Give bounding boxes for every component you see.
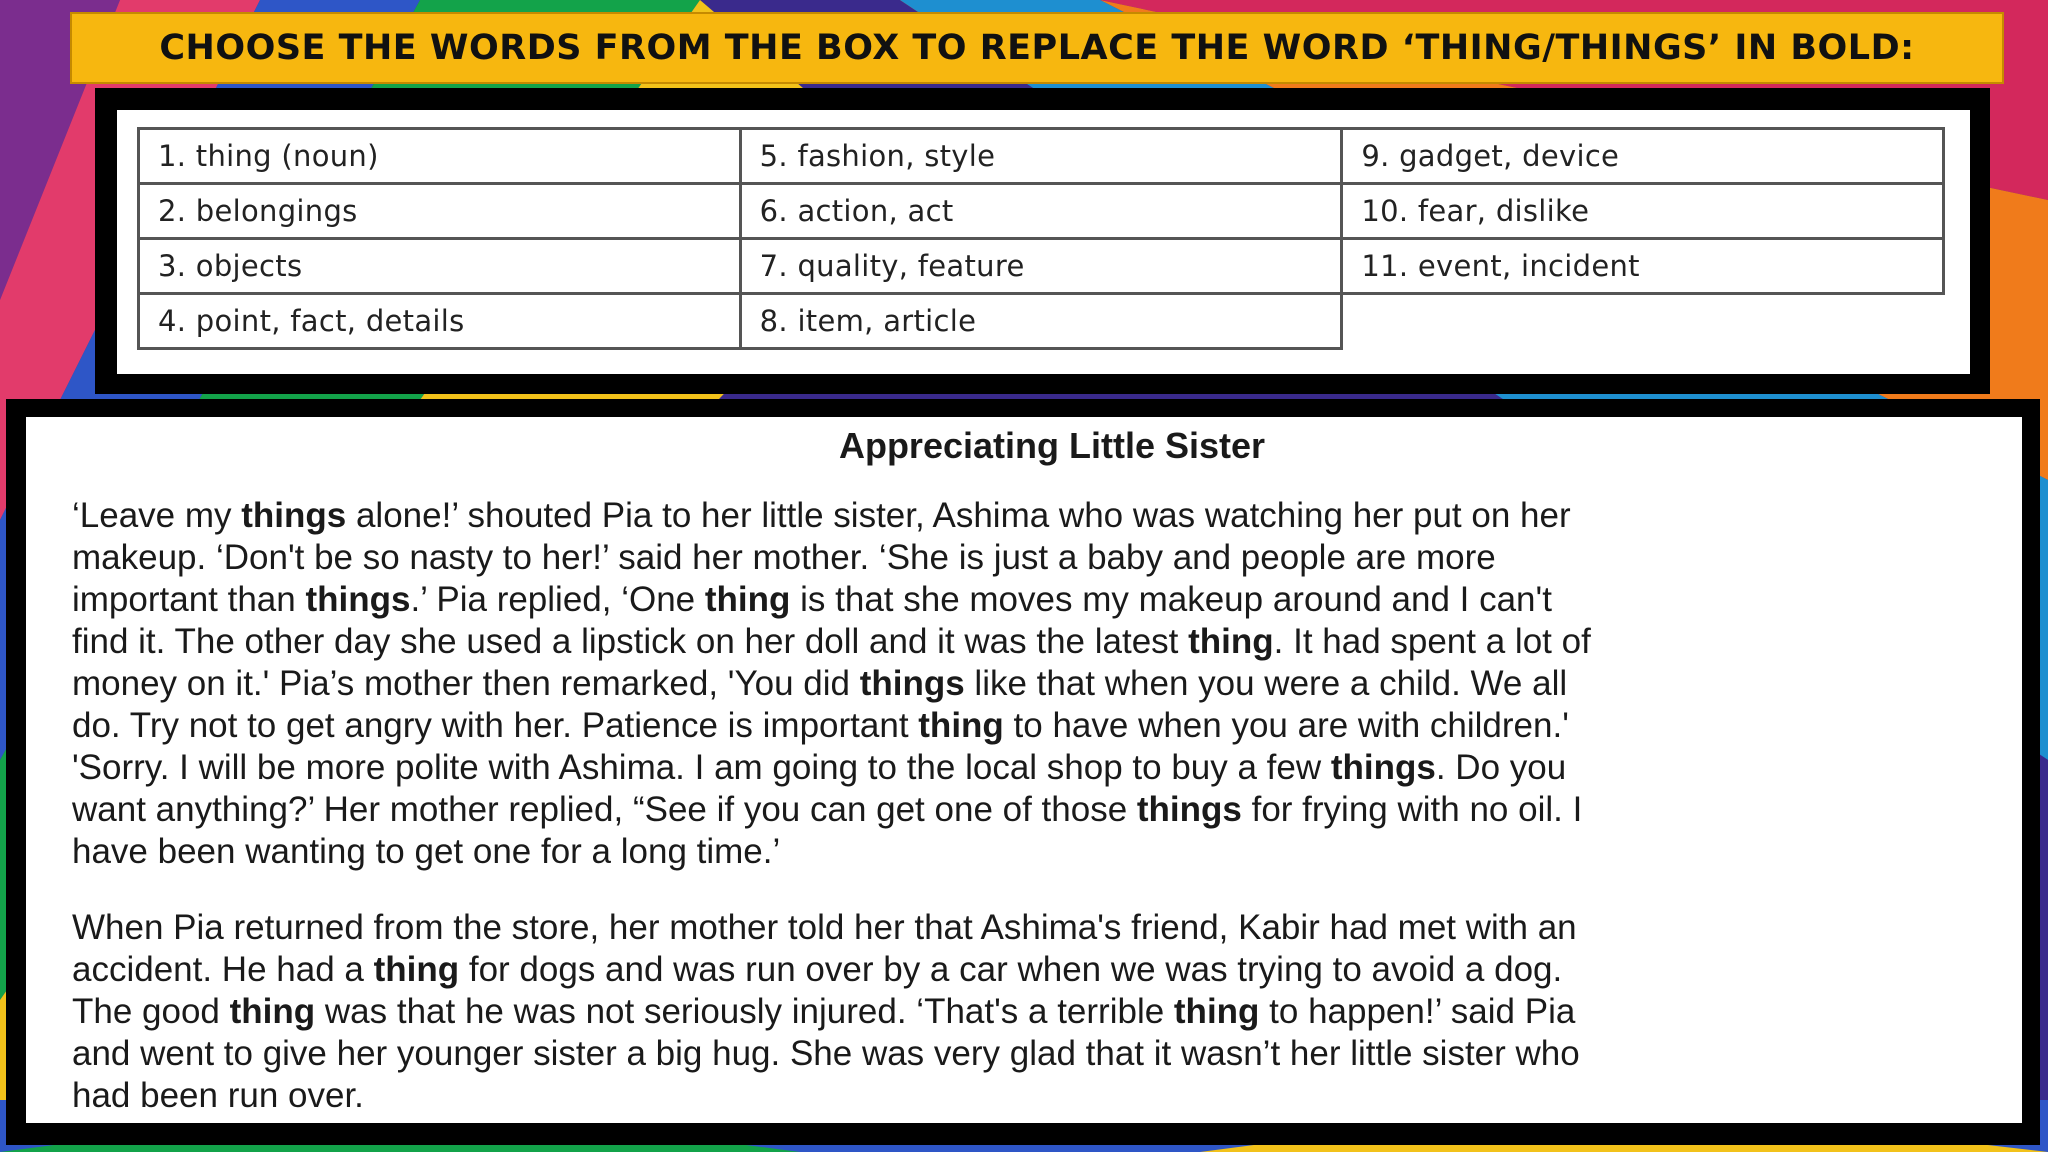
bold-target-word: things — [305, 580, 411, 619]
story-text: money on it.' Pia’s mother then remarked, 'You did — [72, 664, 860, 703]
instruction-text: CHOOSE THE WORDS FROM THE BOX TO REPLACE THE WORD ‘THING/THINGS’ IN BOLD: — [159, 28, 1915, 68]
story-text: for dogs and was run over by a car when we was trying to avoid a dog. — [459, 950, 1563, 989]
story-text: for frying with no oil. I — [1241, 790, 1583, 829]
bold-target-word: thing — [704, 580, 791, 619]
bold-target-word: thing — [1173, 992, 1260, 1031]
word-box-cell: 5. fashion, style — [740, 129, 1342, 184]
story-line — [72, 621, 1992, 663]
story-text: When Pia returned from the store, her mother told her that Ashima's friend, Kabir had met with an — [72, 908, 1577, 947]
story-text: had been run over. — [72, 1076, 364, 1115]
word-table — [137, 127, 1945, 350]
story-text: was that he was not seriously injured. ‘That's a terrible — [315, 992, 1174, 1031]
story-text: and went to give her younger sister a big hug. She was very glad that it wasn’t her little sister who — [72, 1034, 1580, 1073]
story-text: have been wanting to get one for a long time.’ — [72, 832, 781, 871]
story-text: important than — [72, 580, 306, 619]
story-text: accident. He had a — [72, 950, 374, 989]
bold-target-word: thing — [229, 992, 316, 1031]
story-line — [72, 991, 1992, 1033]
story-text: to happen!’ said Pia — [1259, 992, 1576, 1031]
story-text: The good — [72, 992, 230, 1031]
word-box — [117, 110, 1970, 374]
word-box-cell: 9. gadget, device — [1342, 129, 1944, 184]
story-title: Appreciating Little Sister — [838, 425, 1266, 466]
story-line — [72, 831, 1992, 873]
story-line — [72, 495, 1992, 537]
story-line — [72, 949, 1992, 991]
word-box-cell: 3. objects — [139, 239, 741, 294]
story-line — [72, 705, 1992, 747]
story-text: alone!’ shouted Pia to her little sister, Ashima who was watching her put on her — [346, 496, 1571, 535]
story-line — [72, 907, 1992, 949]
story-text: . Do you — [1435, 748, 1567, 787]
story-text: want anything?’ Her mother replied, “See if you can get one of those — [72, 790, 1137, 829]
word-box-cell: 1. thing (noun) — [139, 129, 741, 184]
word-box-cell: 6. action, act — [740, 184, 1342, 239]
story-text: do. Try not to get angry with her. Patience is important — [72, 706, 919, 745]
story-text: 'Sorry. I will be more polite with Ashima. I am going to the local shop to buy a few — [72, 748, 1331, 787]
bold-target-word: things — [1330, 748, 1436, 787]
story-panel — [26, 417, 2022, 1123]
story-line — [72, 789, 1992, 831]
story-text: . It had spent a lot of — [1273, 622, 1591, 661]
word-box-cell: 11. event, incident — [1342, 239, 1944, 294]
story-paragraph-1 — [72, 495, 1992, 873]
bold-target-word: thing — [373, 950, 460, 989]
story-text: like that when you were a child. We all — [964, 664, 1568, 703]
instruction-banner — [70, 12, 2004, 84]
word-box-cell: 7. quality, feature — [740, 239, 1342, 294]
story-line — [72, 747, 1992, 789]
story-text: .’ Pia replied, ‘One — [410, 580, 705, 619]
story-text: makeup. ‘Don't be so nasty to her!’ said her mother. ‘She is just a baby and people are more — [72, 538, 1496, 577]
bold-target-word: things — [859, 664, 965, 703]
word-box-cell — [1342, 294, 1944, 349]
story-line — [72, 1075, 1992, 1117]
story-frame — [6, 399, 2040, 1145]
bold-target-word: thing — [1188, 622, 1274, 661]
word-box-cell: 4. point, fact, details — [139, 294, 741, 349]
story-line — [72, 579, 1992, 621]
word-box-cell: 8. item, article — [740, 294, 1342, 349]
bold-target-word: things — [1136, 790, 1242, 829]
story-text: is that she moves my makeup around and I can't — [790, 580, 1552, 619]
word-box-frame — [95, 88, 1990, 394]
bold-target-word: thing — [918, 706, 1004, 745]
bold-target-word: things — [241, 496, 347, 535]
story-line — [72, 663, 1992, 705]
word-box-cell: 2. belongings — [139, 184, 741, 239]
word-box-row — [139, 239, 1944, 294]
word-box-cell: 10. fear, dislike — [1342, 184, 1944, 239]
word-box-row — [139, 129, 1944, 184]
story-line — [72, 1033, 1992, 1075]
story-text: ‘Leave my — [72, 496, 242, 535]
word-box-row — [139, 184, 1944, 239]
story-paragraph-2 — [72, 907, 1992, 1117]
word-box-row — [139, 294, 1944, 349]
story-text: find it. The other day she used a lipstick on her doll and it was the latest — [72, 622, 1189, 661]
story-line — [72, 537, 1992, 579]
story-text: to have when you are with children.' — [1003, 706, 1569, 745]
